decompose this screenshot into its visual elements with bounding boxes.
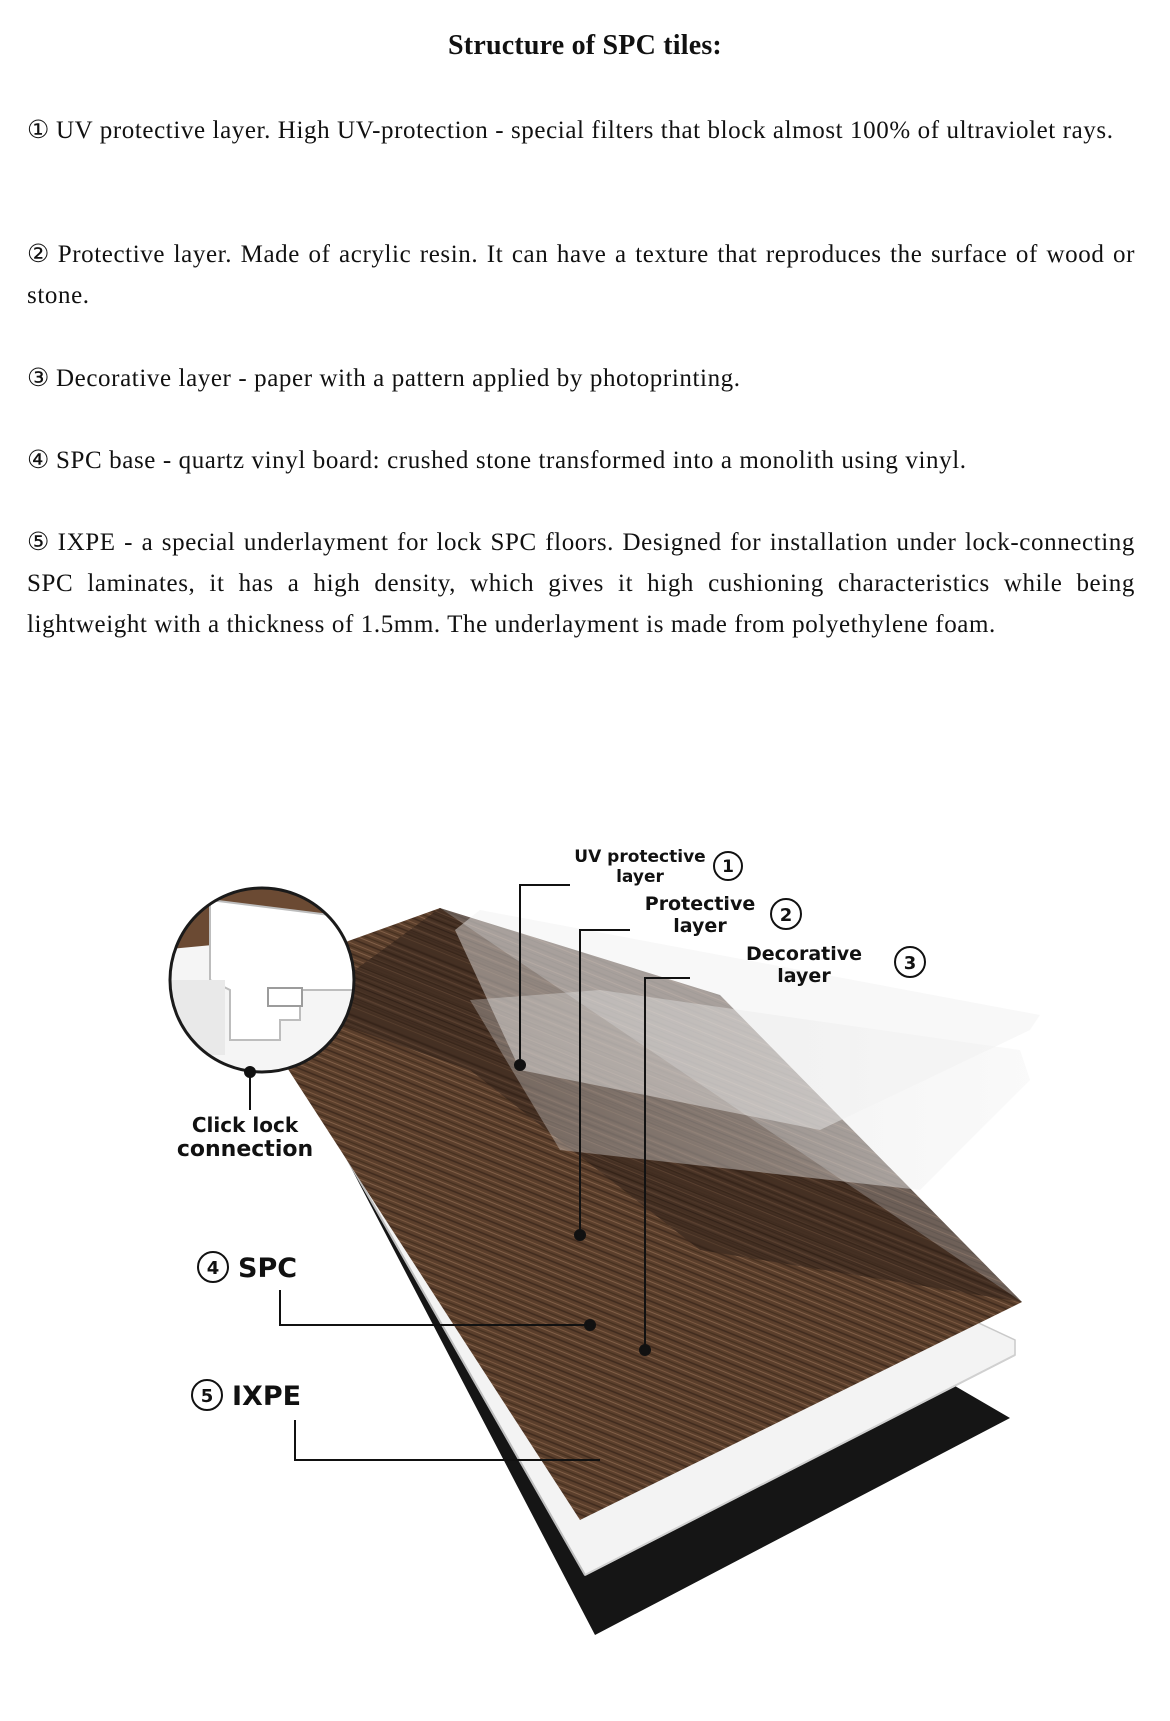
ixpe-label: IXPE bbox=[232, 1381, 302, 1412]
uv-label-line1: UV protective bbox=[574, 847, 706, 867]
click-lock-label-line1: Click lock bbox=[191, 1113, 299, 1137]
decorative-number: 3 bbox=[903, 953, 917, 974]
item-number: ⑤ bbox=[27, 529, 52, 556]
uv-label-line2: layer bbox=[616, 867, 664, 887]
item-number: ① bbox=[27, 117, 51, 144]
spc-layer-illustration bbox=[0, 840, 1170, 1680]
paragraph-protective-layer bbox=[27, 234, 1135, 316]
protective-label-line1: Protective bbox=[644, 893, 756, 915]
paragraph-text: SPC base - quartz vinyl board: crushed stone transformed into a monolith using vinyl. bbox=[56, 447, 967, 474]
spc-layer-diagram bbox=[0, 840, 1170, 1680]
paragraph-text: UV protective layer. High UV-protection - special filters that block almost 100% of ultraviolet rays. bbox=[56, 117, 1114, 144]
item-number: ③ bbox=[27, 365, 51, 392]
protective-number: 2 bbox=[779, 905, 793, 926]
paragraph-uv-layer bbox=[27, 110, 1135, 151]
uv-number: 1 bbox=[722, 857, 734, 877]
paragraph-ixpe bbox=[27, 522, 1135, 645]
paragraph-decorative-layer bbox=[27, 358, 1135, 399]
paragraph-text: Decorative layer - paper with a pattern applied by photoprinting. bbox=[56, 365, 741, 392]
decorative-label-line2: layer bbox=[777, 965, 831, 987]
protective-label-line2: layer bbox=[673, 915, 727, 937]
decorative-label-line1: Decorative bbox=[745, 943, 863, 965]
page-title: Structure of SPC tiles: bbox=[448, 30, 722, 61]
item-number: ④ bbox=[27, 447, 51, 474]
ixpe-number: 5 bbox=[200, 1386, 214, 1407]
spc-label: SPC bbox=[238, 1253, 298, 1284]
item-number: ② bbox=[27, 241, 52, 268]
spc-number: 4 bbox=[206, 1258, 220, 1279]
paragraph-text: IXPE - a special underlayment for lock SPC floors. Designed for installation under lock-connecting SPC laminates, it has a high density, which gives it high cushioning characteristics while being lightweight with a thickness of 1.5mm. The underlayment is made from polyethylene foam. bbox=[27, 529, 1135, 638]
paragraph-spc-base bbox=[27, 440, 1135, 481]
click-lock-label-line2: connection bbox=[176, 1137, 314, 1162]
paragraph-text: Protective layer. Made of acrylic resin. It can have a texture that reproduces the surface of wood or stone. bbox=[27, 241, 1135, 309]
